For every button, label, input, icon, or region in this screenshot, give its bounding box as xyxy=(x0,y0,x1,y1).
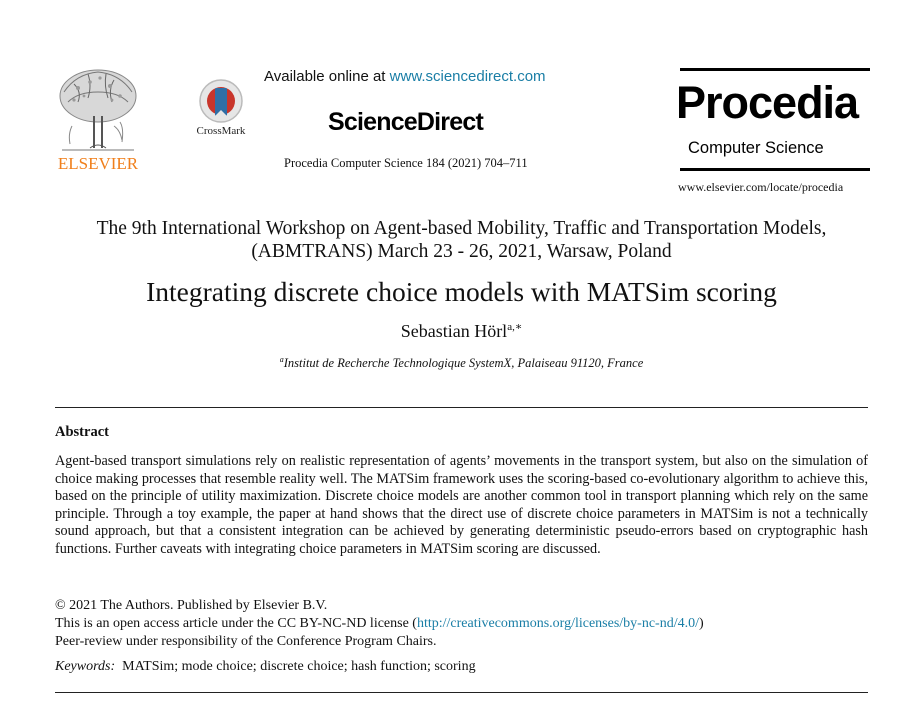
paper-title: Integrating discrete choice models with MATSim scoring xyxy=(146,276,777,307)
available-online-line xyxy=(264,68,546,85)
journal-citation: Procedia Computer Science 184 (2021) 704–711 xyxy=(284,156,528,170)
available-prefix: Available online at xyxy=(264,68,390,85)
abstract-body: Agent-based transport simulations rely on realistic representation of agents’ movements in the transport system, but also on the simulation of choice making processes that resemble reality well. The MATSim framework uses the scoring-based co-evolutionary algorithm to achieve this, based on the principle of utility maximization. Discrete choice models are another common tool in transport planning which rely on the same principle. Through a toy example, the paper at hand shows that the direct use of discrete choice parameters in MATSim is not a technically sound approach, but that a consistent integration can be achieved by generating deterministic pseudo-errors based on cryptographic hash functions. Further caveats with integrating choice parameters in MATSim scoring are discussed. xyxy=(55,453,868,557)
author-line xyxy=(40,320,883,342)
license-line xyxy=(55,615,704,633)
affiliation-line xyxy=(40,355,883,371)
peer-review-line: Peer-review under responsibility of the Conference Program Chairs. xyxy=(55,634,437,649)
procedia-bottom-rule xyxy=(680,168,870,171)
workshop-line-1: The 9th International Workshop on Agent-based Mobility, Traffic and Transportation Models, xyxy=(96,218,827,239)
procedia-url[interactable]: www.elsevier.com/locate/procedia xyxy=(678,180,844,194)
procedia-title: Procedia xyxy=(676,77,859,128)
workshop-line-2: (ABMTRANS) March 23 - 26, 2021, Warsaw, Poland xyxy=(251,241,672,262)
affiliation-superscript: a xyxy=(279,355,284,364)
license-prefix: This is an open access article under the CC BY-NC-ND license ( xyxy=(55,616,417,631)
sciencedirect-logo[interactable]: ScienceDirect xyxy=(328,108,483,136)
abstract-heading: Abstract xyxy=(55,424,109,440)
crossmark-label: CrossMark xyxy=(196,125,246,137)
bottom-divider xyxy=(55,692,868,693)
copyright-line: © 2021 The Authors. Published by Elsevier B.V. xyxy=(55,598,328,613)
license-suffix: ) xyxy=(698,616,704,631)
top-divider xyxy=(55,407,868,408)
author-superscript: a,∗ xyxy=(507,321,523,333)
keywords-values: MATSim; mode choice; discrete choice; hash function; scoring xyxy=(122,659,476,674)
crossmark-badge[interactable] xyxy=(188,78,254,140)
elsevier-wordmark: ELSEVIER xyxy=(57,154,139,173)
author-name: Sebastian Hörl xyxy=(400,321,508,341)
sciencedirect-link[interactable]: www.sciencedirect.com xyxy=(389,68,546,85)
procedia-top-rule xyxy=(680,68,870,71)
workshop-info xyxy=(40,217,883,263)
keywords-label: Keywords: xyxy=(55,659,116,674)
elsevier-logo[interactable] xyxy=(48,66,148,174)
license-link[interactable]: http://creativecommons.org/licenses/by-nc-nd/4.0/ xyxy=(416,616,699,631)
keywords-line xyxy=(55,659,476,675)
elsevier-tree-icon xyxy=(54,66,142,152)
copyright-block xyxy=(55,597,704,651)
affiliation-text: Institut de Recherche Technologique SystemX, Palaiseau 91120, France xyxy=(283,356,644,371)
crossmark-icon xyxy=(188,78,254,124)
procedia-subtitle: Computer Science xyxy=(688,139,824,157)
